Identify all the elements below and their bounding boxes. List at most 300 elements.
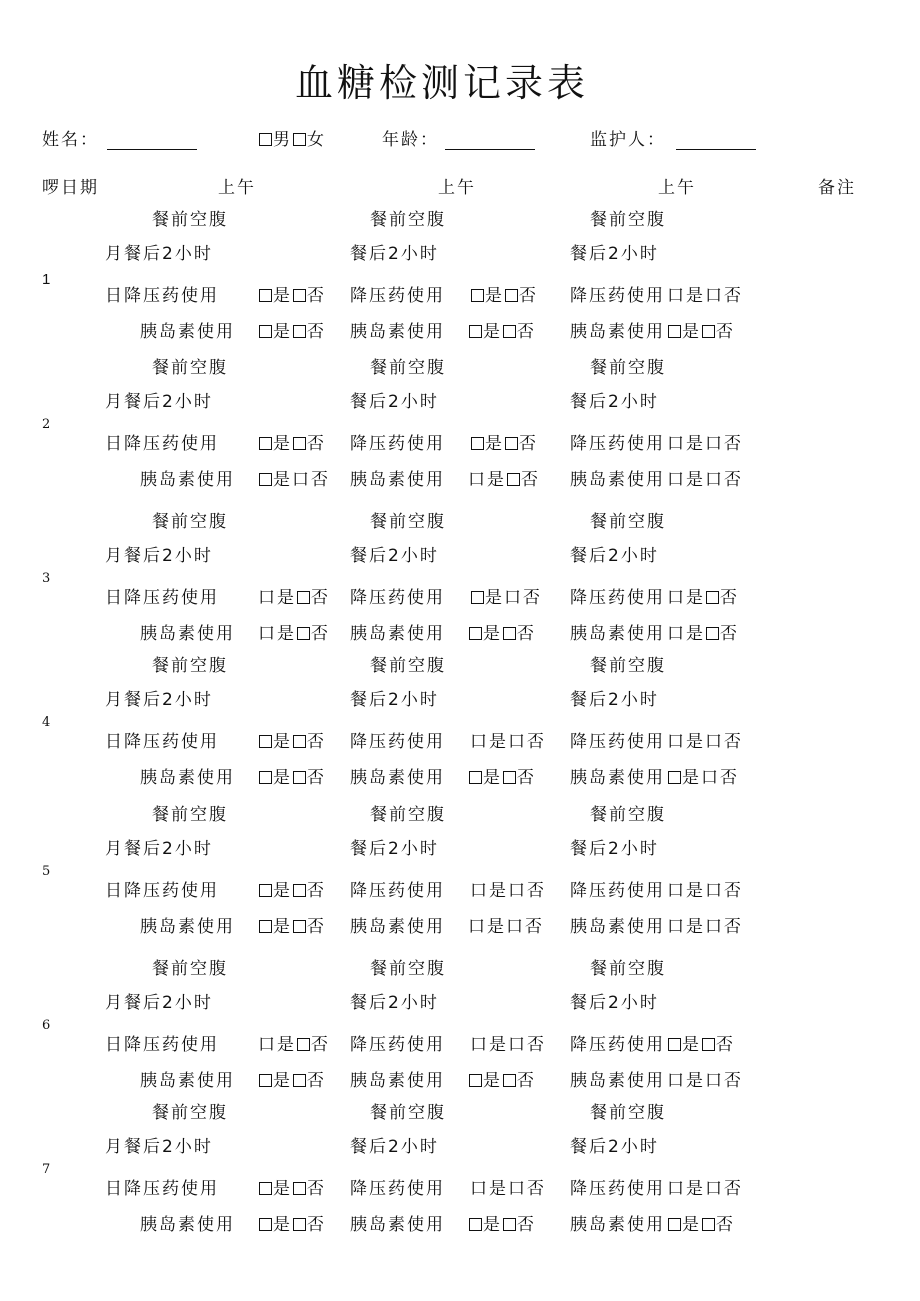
option-checkbox[interactable]: 口 bbox=[705, 1179, 724, 1199]
option-checkbox[interactable] bbox=[471, 289, 484, 302]
month-post-meal-label: 月餐后2小时 bbox=[105, 839, 213, 859]
column-header-2: 上午 bbox=[438, 178, 476, 198]
yes-no-options bbox=[470, 288, 538, 305]
no-label: 否 bbox=[519, 286, 538, 306]
option-checkbox[interactable] bbox=[471, 591, 484, 604]
bp-med-label: 降压药使用 bbox=[570, 1035, 665, 1055]
option-checkbox[interactable] bbox=[293, 1182, 306, 1195]
no-label: 否 bbox=[311, 588, 330, 608]
no-label: 否 bbox=[517, 1071, 536, 1091]
bp-med-label: 降压药使用 bbox=[570, 732, 665, 752]
fasting-label: 餐前空腹 bbox=[590, 512, 666, 532]
row-number: 1 bbox=[42, 271, 51, 288]
guardian-label: 监护人： bbox=[590, 130, 666, 150]
guardian-field[interactable] bbox=[676, 149, 756, 150]
insulin-label: 胰岛素使用 bbox=[350, 768, 445, 788]
fasting-label: 餐前空腹 bbox=[590, 805, 666, 825]
yes-no-options bbox=[667, 734, 743, 751]
no-label: 否 bbox=[307, 286, 326, 306]
option-checkbox[interactable]: 口 bbox=[292, 470, 311, 490]
option-checkbox[interactable] bbox=[293, 1074, 306, 1087]
yes-no-options bbox=[470, 883, 546, 900]
insulin-label: 胰岛素使用 bbox=[140, 917, 235, 937]
yes-label: 是 bbox=[483, 768, 502, 788]
bp-med-label: 日降压药使用 bbox=[105, 434, 219, 454]
option-checkbox[interactable]: 口 bbox=[667, 434, 686, 454]
no-label: 否 bbox=[517, 624, 536, 644]
yes-no-options bbox=[470, 590, 542, 607]
option-checkbox[interactable] bbox=[668, 325, 681, 338]
insulin-label: 胰岛素使用 bbox=[570, 624, 665, 644]
option-checkbox[interactable]: 口 bbox=[470, 881, 489, 901]
option-checkbox[interactable] bbox=[293, 920, 306, 933]
no-label: 否 bbox=[307, 1215, 326, 1235]
no-label: 否 bbox=[307, 322, 326, 342]
option-checkbox[interactable]: 口 bbox=[667, 588, 686, 608]
option-checkbox[interactable] bbox=[259, 325, 272, 338]
yes-no-options bbox=[468, 1073, 536, 1090]
option-checkbox[interactable] bbox=[259, 884, 272, 897]
yes-no-options bbox=[468, 919, 544, 936]
fasting-label: 餐前空腹 bbox=[370, 959, 446, 979]
post-meal-label: 餐后2小时 bbox=[350, 993, 439, 1013]
yes-label: 是 bbox=[686, 286, 705, 306]
fasting-label: 餐前空腹 bbox=[152, 1103, 228, 1123]
option-checkbox[interactable]: 口 bbox=[705, 881, 724, 901]
yes-no-options bbox=[258, 919, 326, 936]
post-meal-label: 餐后2小时 bbox=[570, 1137, 659, 1157]
yes-label: 是 bbox=[277, 588, 296, 608]
yes-label: 是 bbox=[277, 1035, 296, 1055]
option-checkbox[interactable] bbox=[259, 1218, 272, 1231]
yes-label: 是 bbox=[682, 322, 701, 342]
option-checkbox[interactable] bbox=[297, 627, 310, 640]
age-label: 年龄： bbox=[382, 130, 439, 150]
yes-no-options bbox=[258, 590, 330, 607]
fasting-label: 餐前空腹 bbox=[590, 1103, 666, 1123]
option-checkbox[interactable]: 口 bbox=[667, 732, 686, 752]
option-checkbox[interactable]: 口 bbox=[667, 917, 686, 937]
bp-med-label: 降压药使用 bbox=[350, 732, 445, 752]
no-label: 否 bbox=[519, 434, 538, 454]
option-checkbox[interactable] bbox=[297, 591, 310, 604]
yes-label: 是 bbox=[273, 1071, 292, 1091]
insulin-label: 胰岛素使用 bbox=[350, 917, 445, 937]
option-checkbox[interactable] bbox=[505, 437, 518, 450]
no-label: 否 bbox=[527, 1035, 546, 1055]
yes-label: 是 bbox=[483, 1071, 502, 1091]
option-checkbox[interactable] bbox=[471, 437, 484, 450]
option-checkbox[interactable]: 口 bbox=[667, 470, 686, 490]
yes-label: 是 bbox=[686, 881, 705, 901]
month-post-meal-label: 月餐后2小时 bbox=[105, 993, 213, 1013]
yes-label: 是 bbox=[487, 470, 506, 490]
yes-no-options bbox=[258, 288, 326, 305]
yes-no-options bbox=[470, 734, 546, 751]
bp-med-label: 降压药使用 bbox=[350, 1179, 445, 1199]
insulin-label: 胰岛素使用 bbox=[570, 1215, 665, 1235]
insulin-label: 胰岛素使用 bbox=[140, 1215, 235, 1235]
insulin-label: 胰岛素使用 bbox=[350, 322, 445, 342]
yes-no-options bbox=[258, 1037, 330, 1054]
yes-no-options bbox=[258, 324, 326, 341]
fasting-label: 餐前空腹 bbox=[370, 805, 446, 825]
yes-no-options bbox=[667, 1037, 735, 1054]
option-checkbox[interactable]: 口 bbox=[705, 286, 724, 306]
yes-label: 是 bbox=[489, 732, 508, 752]
option-checkbox[interactable]: 口 bbox=[667, 286, 686, 306]
yes-no-options bbox=[470, 436, 538, 453]
option-checkbox[interactable] bbox=[259, 920, 272, 933]
insulin-label: 胰岛素使用 bbox=[140, 768, 235, 788]
no-label: 否 bbox=[311, 624, 330, 644]
bp-med-label: 降压药使用 bbox=[350, 286, 445, 306]
fasting-label: 餐前空腹 bbox=[590, 959, 666, 979]
row-number: 4 bbox=[42, 715, 51, 730]
bp-med-label: 降压药使用 bbox=[570, 588, 665, 608]
insulin-label: 胰岛素使用 bbox=[350, 624, 445, 644]
yes-no-options bbox=[667, 919, 743, 936]
yes-label: 是 bbox=[686, 917, 705, 937]
yes-no-options bbox=[258, 1181, 326, 1198]
yes-label: 是 bbox=[686, 588, 705, 608]
option-checkbox[interactable]: 口 bbox=[508, 881, 527, 901]
bp-med-label: 日降压药使用 bbox=[105, 1035, 219, 1055]
post-meal-label: 餐后2小时 bbox=[570, 690, 659, 710]
yes-no-options bbox=[258, 734, 326, 751]
bp-med-label: 降压药使用 bbox=[350, 1035, 445, 1055]
post-meal-label: 餐后2小时 bbox=[570, 244, 659, 264]
no-label: 否 bbox=[311, 470, 330, 490]
option-checkbox[interactable]: 口 bbox=[667, 1179, 686, 1199]
row-number: 3 bbox=[42, 571, 51, 586]
yes-label: 是 bbox=[686, 1179, 705, 1199]
no-label: 否 bbox=[720, 624, 739, 644]
option-checkbox[interactable]: 口 bbox=[258, 624, 277, 644]
insulin-label: 胰岛素使用 bbox=[350, 470, 445, 490]
date-header-prefix: 啰 bbox=[42, 178, 61, 198]
option-checkbox[interactable]: 口 bbox=[667, 881, 686, 901]
yes-label: 是 bbox=[682, 1215, 701, 1235]
option-checkbox[interactable]: 口 bbox=[705, 732, 724, 752]
post-meal-label: 餐后2小时 bbox=[570, 392, 659, 412]
option-checkbox[interactable] bbox=[503, 325, 516, 338]
row-number: 7 bbox=[42, 1162, 51, 1177]
insulin-label: 胰岛素使用 bbox=[570, 917, 665, 937]
fasting-label: 餐前空腹 bbox=[152, 656, 228, 676]
row-number: 6 bbox=[42, 1018, 51, 1033]
no-label: 否 bbox=[720, 588, 739, 608]
bp-med-label: 降压药使用 bbox=[570, 434, 665, 454]
yes-label: 是 bbox=[483, 624, 502, 644]
post-meal-label: 餐后2小时 bbox=[570, 546, 659, 566]
yes-label: 是 bbox=[686, 470, 705, 490]
insulin-label: 胰岛素使用 bbox=[140, 1071, 235, 1091]
bp-med-label: 降压药使用 bbox=[570, 1179, 665, 1199]
no-label: 否 bbox=[307, 917, 326, 937]
option-checkbox[interactable] bbox=[503, 1218, 516, 1231]
option-checkbox[interactable]: 口 bbox=[705, 917, 724, 937]
option-checkbox[interactable] bbox=[259, 1074, 272, 1087]
month-post-meal-label: 月餐后2小时 bbox=[105, 392, 213, 412]
bp-med-label: 日降压药使用 bbox=[105, 732, 219, 752]
option-checkbox[interactable] bbox=[668, 1038, 681, 1051]
no-label: 否 bbox=[307, 1071, 326, 1091]
yes-label: 是 bbox=[483, 322, 502, 342]
option-checkbox[interactable] bbox=[503, 627, 516, 640]
yes-no-options bbox=[468, 472, 540, 489]
no-label: 否 bbox=[517, 768, 536, 788]
option-checkbox[interactable] bbox=[469, 627, 482, 640]
option-checkbox[interactable]: 口 bbox=[506, 917, 525, 937]
post-meal-label: 餐后2小时 bbox=[570, 839, 659, 859]
option-checkbox[interactable] bbox=[259, 289, 272, 302]
bp-med-label: 日降压药使用 bbox=[105, 1179, 219, 1199]
insulin-label: 胰岛素使用 bbox=[570, 1071, 665, 1091]
option-checkbox[interactable] bbox=[507, 473, 520, 486]
yes-no-options bbox=[667, 590, 739, 607]
yes-label: 是 bbox=[485, 434, 504, 454]
bp-med-label: 降压药使用 bbox=[570, 286, 665, 306]
option-checkbox[interactable]: 口 bbox=[701, 768, 720, 788]
no-label: 否 bbox=[527, 732, 546, 752]
yes-no-options bbox=[258, 1073, 326, 1090]
yes-no-options bbox=[667, 1181, 743, 1198]
option-checkbox[interactable]: 口 bbox=[504, 588, 523, 608]
option-checkbox[interactable] bbox=[706, 627, 719, 640]
insulin-label: 胰岛素使用 bbox=[570, 470, 665, 490]
yes-no-options bbox=[258, 472, 330, 489]
yes-no-options bbox=[667, 324, 735, 341]
month-post-meal-label: 月餐后2小时 bbox=[105, 546, 213, 566]
male-label: 男 bbox=[273, 130, 292, 150]
option-checkbox[interactable] bbox=[293, 437, 306, 450]
option-checkbox[interactable]: 口 bbox=[705, 1071, 724, 1091]
post-meal-label: 餐后2小时 bbox=[350, 839, 439, 859]
yes-label: 是 bbox=[485, 286, 504, 306]
yes-no-options bbox=[667, 1073, 743, 1090]
fasting-label: 餐前空腹 bbox=[370, 512, 446, 532]
yes-no-options bbox=[470, 1037, 546, 1054]
option-checkbox[interactable]: 口 bbox=[468, 917, 487, 937]
yes-no-options bbox=[468, 626, 536, 643]
option-checkbox[interactable] bbox=[503, 771, 516, 784]
yes-label: 是 bbox=[489, 881, 508, 901]
gender-options bbox=[258, 132, 326, 149]
yes-label: 是 bbox=[489, 1179, 508, 1199]
option-checkbox[interactable]: 口 bbox=[258, 1035, 277, 1055]
option-checkbox[interactable]: 口 bbox=[667, 624, 686, 644]
no-label: 否 bbox=[724, 434, 743, 454]
fasting-label: 餐前空腹 bbox=[590, 210, 666, 230]
no-label: 否 bbox=[311, 1035, 330, 1055]
option-checkbox[interactable]: 口 bbox=[258, 588, 277, 608]
insulin-label: 胰岛素使用 bbox=[140, 624, 235, 644]
month-post-meal-label: 月餐后2小时 bbox=[105, 244, 213, 264]
no-label: 否 bbox=[521, 470, 540, 490]
no-label: 否 bbox=[527, 881, 546, 901]
option-checkbox[interactable] bbox=[259, 1182, 272, 1195]
option-checkbox[interactable]: 口 bbox=[470, 1035, 489, 1055]
option-checkbox[interactable] bbox=[469, 1218, 482, 1231]
fasting-label: 餐前空腹 bbox=[152, 512, 228, 532]
name-label: 姓名： bbox=[42, 130, 99, 150]
option-checkbox[interactable] bbox=[505, 289, 518, 302]
option-checkbox[interactable] bbox=[702, 1218, 715, 1231]
option-checkbox[interactable]: 口 bbox=[468, 470, 487, 490]
yes-label: 是 bbox=[273, 1179, 292, 1199]
column-header-1: 上午 bbox=[218, 178, 256, 198]
no-label: 否 bbox=[724, 470, 743, 490]
no-label: 否 bbox=[517, 322, 536, 342]
fasting-label: 餐前空腹 bbox=[590, 656, 666, 676]
option-checkbox[interactable]: 口 bbox=[508, 1179, 527, 1199]
no-label: 否 bbox=[724, 1179, 743, 1199]
fasting-label: 餐前空腹 bbox=[152, 358, 228, 378]
option-checkbox[interactable] bbox=[469, 1074, 482, 1087]
option-checkbox[interactable] bbox=[469, 325, 482, 338]
no-label: 否 bbox=[307, 768, 326, 788]
yes-label: 是 bbox=[682, 1035, 701, 1055]
no-label: 否 bbox=[720, 768, 739, 788]
yes-label: 是 bbox=[273, 1215, 292, 1235]
yes-label: 是 bbox=[273, 322, 292, 342]
fasting-label: 餐前空腹 bbox=[370, 358, 446, 378]
option-checkbox[interactable]: 口 bbox=[667, 1071, 686, 1091]
option-checkbox[interactable] bbox=[259, 473, 272, 486]
remark-header: 备注 bbox=[818, 178, 856, 198]
insulin-label: 胰岛素使用 bbox=[350, 1215, 445, 1235]
option-checkbox[interactable] bbox=[293, 325, 306, 338]
no-label: 否 bbox=[525, 917, 544, 937]
post-meal-label: 餐后2小时 bbox=[350, 392, 439, 412]
option-checkbox[interactable] bbox=[702, 1038, 715, 1051]
yes-label: 是 bbox=[686, 1071, 705, 1091]
insulin-label: 胰岛素使用 bbox=[570, 322, 665, 342]
fasting-label: 餐前空腹 bbox=[152, 210, 228, 230]
bp-med-label: 降压药使用 bbox=[350, 588, 445, 608]
bp-med-label: 降压药使用 bbox=[570, 881, 665, 901]
post-meal-label: 餐后2小时 bbox=[350, 690, 439, 710]
yes-no-options bbox=[258, 626, 330, 643]
no-label: 否 bbox=[716, 322, 735, 342]
no-label: 否 bbox=[307, 434, 326, 454]
option-checkbox[interactable]: 口 bbox=[705, 434, 724, 454]
option-checkbox[interactable] bbox=[668, 771, 681, 784]
yes-no-options bbox=[667, 288, 743, 305]
option-checkbox[interactable] bbox=[259, 771, 272, 784]
option-checkbox[interactable]: 口 bbox=[470, 1179, 489, 1199]
yes-label: 是 bbox=[487, 917, 506, 937]
option-checkbox[interactable] bbox=[297, 1038, 310, 1051]
option-checkbox[interactable] bbox=[702, 325, 715, 338]
bp-med-label: 降压药使用 bbox=[350, 434, 445, 454]
date-header-text: 日期 bbox=[61, 178, 99, 198]
column-header-3: 上午 bbox=[658, 178, 696, 198]
fasting-label: 餐前空腹 bbox=[152, 805, 228, 825]
fasting-label: 餐前空腹 bbox=[152, 959, 228, 979]
month-post-meal-label: 月餐后2小时 bbox=[105, 690, 213, 710]
row-number: 5 bbox=[42, 864, 51, 879]
yes-no-options bbox=[468, 324, 536, 341]
yes-no-options bbox=[667, 770, 739, 787]
yes-label: 是 bbox=[273, 768, 292, 788]
option-checkbox[interactable] bbox=[668, 1218, 681, 1231]
no-label: 否 bbox=[724, 1071, 743, 1091]
option-checkbox[interactable] bbox=[293, 884, 306, 897]
yes-label: 是 bbox=[273, 470, 292, 490]
option-checkbox[interactable]: 口 bbox=[470, 732, 489, 752]
yes-no-options bbox=[667, 1217, 735, 1234]
no-label: 否 bbox=[307, 881, 326, 901]
no-label: 否 bbox=[307, 1179, 326, 1199]
no-label: 否 bbox=[307, 732, 326, 752]
yes-label: 是 bbox=[489, 1035, 508, 1055]
yes-label: 是 bbox=[686, 434, 705, 454]
yes-label: 是 bbox=[485, 588, 504, 608]
male-checkbox[interactable] bbox=[259, 133, 272, 146]
option-checkbox[interactable] bbox=[259, 437, 272, 450]
month-post-meal-label: 月餐后2小时 bbox=[105, 1137, 213, 1157]
yes-no-options bbox=[667, 883, 743, 900]
no-label: 否 bbox=[724, 286, 743, 306]
bp-med-label: 降压药使用 bbox=[350, 881, 445, 901]
post-meal-label: 餐后2小时 bbox=[570, 993, 659, 1013]
no-label: 否 bbox=[716, 1215, 735, 1235]
no-label: 否 bbox=[523, 588, 542, 608]
name-field[interactable] bbox=[107, 149, 197, 150]
option-checkbox[interactable] bbox=[293, 289, 306, 302]
yes-label: 是 bbox=[682, 768, 701, 788]
option-checkbox[interactable]: 口 bbox=[508, 1035, 527, 1055]
fasting-label: 餐前空腹 bbox=[370, 656, 446, 676]
date-header bbox=[42, 180, 99, 197]
yes-label: 是 bbox=[686, 732, 705, 752]
yes-label: 是 bbox=[483, 1215, 502, 1235]
row-number: 2 bbox=[42, 417, 51, 432]
insulin-label: 胰岛素使用 bbox=[140, 470, 235, 490]
post-meal-label: 餐后2小时 bbox=[350, 1137, 439, 1157]
bp-med-label: 日降压药使用 bbox=[105, 286, 219, 306]
yes-label: 是 bbox=[273, 286, 292, 306]
option-checkbox[interactable] bbox=[293, 771, 306, 784]
option-checkbox[interactable]: 口 bbox=[705, 470, 724, 490]
yes-no-options bbox=[667, 472, 743, 489]
no-label: 否 bbox=[716, 1035, 735, 1055]
option-checkbox[interactable]: 口 bbox=[508, 732, 527, 752]
yes-no-options bbox=[667, 436, 743, 453]
female-checkbox[interactable] bbox=[293, 133, 306, 146]
option-checkbox[interactable] bbox=[293, 1218, 306, 1231]
no-label: 否 bbox=[527, 1179, 546, 1199]
yes-label: 是 bbox=[273, 732, 292, 752]
option-checkbox[interactable] bbox=[259, 735, 272, 748]
option-checkbox[interactable] bbox=[293, 735, 306, 748]
option-checkbox[interactable] bbox=[469, 771, 482, 784]
yes-no-options bbox=[468, 770, 536, 787]
option-checkbox[interactable] bbox=[706, 591, 719, 604]
fasting-label: 餐前空腹 bbox=[370, 1103, 446, 1123]
yes-no-options bbox=[258, 770, 326, 787]
yes-label: 是 bbox=[273, 917, 292, 937]
age-field[interactable] bbox=[445, 149, 535, 150]
yes-label: 是 bbox=[277, 624, 296, 644]
option-checkbox[interactable] bbox=[503, 1074, 516, 1087]
bp-med-label: 日降压药使用 bbox=[105, 588, 219, 608]
post-meal-label: 餐后2小时 bbox=[350, 244, 439, 264]
post-meal-label: 餐后2小时 bbox=[350, 546, 439, 566]
yes-label: 是 bbox=[273, 434, 292, 454]
